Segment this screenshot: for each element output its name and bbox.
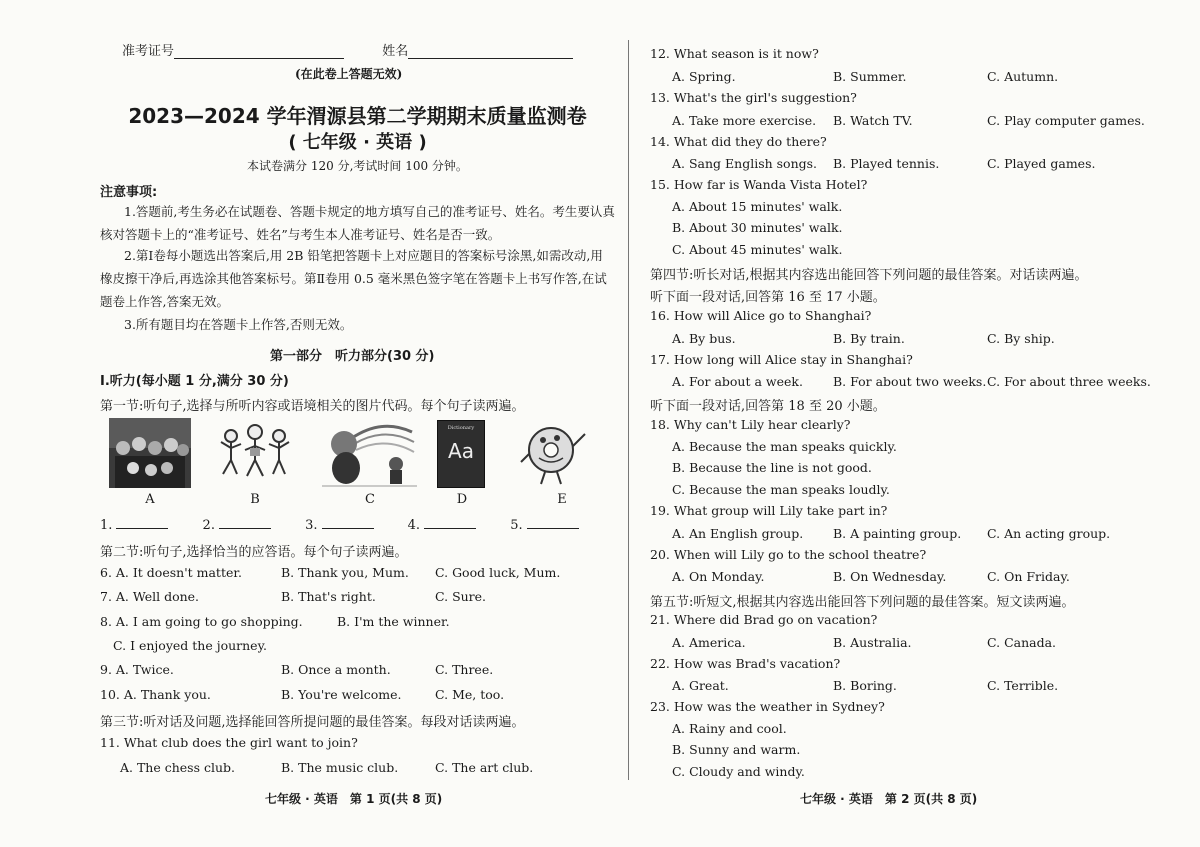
score-info: 本试卷满分 120 分,考试时间 100 分钟。 bbox=[247, 159, 468, 173]
picture-label-d: D bbox=[456, 492, 468, 507]
name-label: 姓名 bbox=[382, 44, 409, 59]
blank-4[interactable] bbox=[424, 516, 476, 529]
q8-option-c: C. I enjoyed the journey. bbox=[113, 638, 267, 653]
q21-question: 21. Where did Brad go on vacation? bbox=[650, 612, 878, 627]
q21-option-b: B. Australia. bbox=[833, 635, 912, 650]
section-4-part-a: 听下面一段对话,回答第 16 至 17 小题。 bbox=[650, 290, 886, 305]
q17-question: 17. How long will Alice stay in Shanghai? bbox=[650, 352, 913, 367]
exam-no-field bbox=[174, 44, 344, 59]
blank-label-1: 1. bbox=[100, 518, 113, 533]
blank-label-5: 5. bbox=[510, 518, 523, 533]
q19-option-c: C. An acting group. bbox=[987, 526, 1111, 541]
q12-option-b: B. Summer. bbox=[833, 69, 907, 84]
q20-option-b: B. On Wednesday. bbox=[833, 569, 947, 584]
q23-option-a: A. Rainy and cool. bbox=[672, 721, 787, 736]
q15-question: 15. How far is Wanda Vista Hotel? bbox=[650, 177, 868, 192]
q16-option-b: B. By train. bbox=[833, 331, 905, 346]
name-field bbox=[408, 44, 573, 59]
page-1-footer: 七年级 · 英语 第 1 页(共 8 页) bbox=[265, 792, 443, 806]
q20-option-c: C. On Friday. bbox=[987, 569, 1070, 584]
q7-option-b: B. That's right. bbox=[281, 589, 376, 604]
q22-option-c: C. Terrible. bbox=[987, 678, 1059, 693]
picture-a-group-photo bbox=[109, 418, 191, 488]
blank-2[interactable] bbox=[219, 516, 271, 529]
listening-heading: Ⅰ.听力(每小题 1 分,满分 30 分) bbox=[100, 374, 289, 389]
q10-option-b: B. You're welcome. bbox=[281, 687, 402, 702]
q10-option-a: 10. A. Thank you. bbox=[100, 687, 211, 702]
q6-option-c: C. Good luck, Mum. bbox=[435, 565, 561, 580]
picture-label-e: E bbox=[557, 492, 567, 507]
q16-option-c: C. By ship. bbox=[987, 331, 1055, 346]
q15-option-c: C. About 45 minutes' walk. bbox=[672, 242, 843, 257]
q17-option-c: C. For about three weeks. bbox=[987, 374, 1151, 389]
q11-question: 11. What club does the girl want to join? bbox=[100, 735, 358, 750]
picture-e-donut-character bbox=[517, 418, 592, 488]
q8-option-b: B. I'm the winner. bbox=[337, 614, 450, 629]
blank-label-4: 4. bbox=[407, 518, 421, 533]
picture-b-runners bbox=[217, 418, 292, 488]
blank-3[interactable] bbox=[322, 516, 374, 529]
answer-blanks-row bbox=[100, 516, 579, 533]
q13-question: 13. What's the girl's suggestion? bbox=[650, 90, 857, 105]
q8-option-a: 8. A. I am going to go shopping. bbox=[100, 614, 303, 629]
q13-option-c: C. Play computer games. bbox=[987, 113, 1145, 128]
page-2 bbox=[650, 0, 1170, 847]
q19-option-b: B. A painting group. bbox=[833, 526, 962, 541]
dictionary-aa: Aa bbox=[448, 439, 474, 463]
section-2-instruction: 第二节:听句子,选择恰当的应答语。每个句子读两遍。 bbox=[100, 545, 408, 560]
exam-no-label: 准考证号 bbox=[122, 44, 175, 59]
dictionary-cover bbox=[437, 420, 485, 488]
q7-option-c: C. Sure. bbox=[435, 589, 487, 604]
q9-option-c: C. Three. bbox=[435, 662, 494, 677]
q20-question: 20. When will Lily go to the school theatre? bbox=[650, 547, 927, 562]
picture-label-a: A bbox=[145, 492, 155, 507]
q19-question: 19. What group will Lily take part in? bbox=[650, 503, 888, 518]
q11-option-b: B. The music club. bbox=[281, 760, 399, 775]
q16-option-a: A. By bus. bbox=[672, 331, 736, 346]
q17-option-b: B. For about two weeks. bbox=[833, 374, 987, 389]
q12-option-c: C. Autumn. bbox=[987, 69, 1059, 84]
page-1 bbox=[95, 0, 620, 847]
q22-option-b: B. Boring. bbox=[833, 678, 897, 693]
q13-option-a: A. Take more exercise. bbox=[672, 113, 817, 128]
picture-label-b: B bbox=[250, 492, 260, 507]
q6-option-b: B. Thank you, Mum. bbox=[281, 565, 409, 580]
q14-option-b: B. Played tennis. bbox=[833, 156, 940, 171]
section-3-instruction: 第三节:听对话及问题,选择能回答所提问题的最佳答案。每段对话读两遍。 bbox=[100, 715, 525, 730]
section-5-instruction: 第五节:听短文,根据其内容选出能回答下列问题的最佳答案。短文读两遍。 bbox=[650, 595, 1075, 610]
blank-1[interactable] bbox=[116, 516, 168, 529]
part1-heading: 第一部分 听力部分(30 分) bbox=[270, 349, 435, 364]
page-divider bbox=[628, 40, 629, 780]
q16-question: 16. How will Alice go to Shanghai? bbox=[650, 308, 872, 323]
q15-option-a: A. About 15 minutes' walk. bbox=[672, 199, 843, 214]
blank-5[interactable] bbox=[527, 516, 579, 529]
q23-option-c: C. Cloudy and windy. bbox=[672, 764, 805, 779]
q14-option-c: C. Played games. bbox=[987, 156, 1096, 171]
exam-subtitle: ( 七年级 · 英语 ) bbox=[288, 132, 427, 153]
note-2: 2.第Ⅰ卷每小题选出答案后,用 2B 铅笔把答题卡上对应题目的答案标号涂黑,如需改动,用橡皮擦干净后,再选涂其他答案标号。第Ⅱ卷用 0.5 毫米黑色签字笔在答题卡上书写作答,在试题卷上作答,答案无效。 bbox=[100, 248, 607, 309]
q17-option-a: A. For about a week. bbox=[672, 374, 803, 389]
section-4-part-b: 听下面一段对话,回答第 18 至 20 小题。 bbox=[650, 399, 886, 414]
note-1: 1.答题前,考生务必在试题卷、答题卡规定的地方填写自己的准考证号、姓名。考生要认真核对答题卡上的“准考证号、姓名”与考生本人准考证号、姓名是否一致。 bbox=[100, 204, 615, 242]
q20-option-a: A. On Monday. bbox=[672, 569, 765, 584]
q22-question: 22. How was Brad's vacation? bbox=[650, 656, 841, 671]
note-3: 3.所有题目均在答题卡上作答,否则无效。 bbox=[124, 317, 353, 332]
picture-row bbox=[107, 418, 587, 513]
section-4-instruction: 第四节:听长对话,根据其内容选出能回答下列问题的最佳答案。对话读两遍。 bbox=[650, 268, 1088, 283]
picture-d-dictionary bbox=[437, 418, 485, 488]
notes-heading: 注意事项: bbox=[100, 185, 158, 200]
q13-option-b: B. Watch TV. bbox=[833, 113, 913, 128]
q14-option-a: A. Sang English songs. bbox=[672, 156, 818, 171]
q18-question: 18. Why can't Lily hear clearly? bbox=[650, 417, 851, 432]
q18-option-c: C. Because the man speaks loudly. bbox=[672, 482, 890, 497]
q23-question: 23. How was the weather in Sydney? bbox=[650, 699, 885, 714]
q19-option-a: A. An English group. bbox=[672, 526, 804, 541]
q11-option-a: A. The chess club. bbox=[120, 760, 236, 775]
q21-option-a: A. America. bbox=[672, 635, 746, 650]
q15-option-b: B. About 30 minutes' walk. bbox=[672, 220, 843, 235]
q12-question: 12. What season is it now? bbox=[650, 46, 819, 61]
q11-option-c: C. The art club. bbox=[435, 760, 534, 775]
page-2-footer: 七年级 · 英语 第 2 页(共 8 页) bbox=[800, 792, 978, 806]
q22-option-a: A. Great. bbox=[672, 678, 729, 693]
exam-title: 2023—2024 学年渭源县第二学期期末质量监测卷 bbox=[128, 104, 587, 128]
blank-label-3: 3. bbox=[305, 518, 318, 533]
section-1-instruction: 第一节:听句子,选择与所听内容或语境相关的图片代码。每个句子读两遍。 bbox=[100, 399, 525, 414]
dictionary-small-text: Dictionary bbox=[447, 425, 475, 431]
q10-option-c: C. Me, too. bbox=[435, 687, 505, 702]
q18-option-b: B. Because the line is not good. bbox=[672, 460, 872, 475]
q12-option-a: A. Spring. bbox=[672, 69, 736, 84]
q14-question: 14. What did they do there? bbox=[650, 134, 827, 149]
q18-option-a: A. Because the man speaks quickly. bbox=[672, 439, 897, 454]
q23-option-b: B. Sunny and warm. bbox=[672, 742, 801, 757]
picture-c-shouting-cartoon bbox=[322, 418, 417, 488]
invalid-note: (在此卷上答题无效) bbox=[295, 67, 403, 81]
blank-label-2: 2. bbox=[202, 518, 215, 533]
q21-option-c: C. Canada. bbox=[987, 635, 1057, 650]
picture-label-c: C bbox=[365, 492, 375, 507]
q7-option-a: 7. A. Well done. bbox=[100, 589, 200, 604]
q9-option-b: B. Once a month. bbox=[281, 662, 391, 677]
q9-option-a: 9. A. Twice. bbox=[100, 662, 174, 677]
q6-option-a: 6. A. It doesn't matter. bbox=[100, 565, 242, 580]
id-line bbox=[122, 40, 573, 59]
